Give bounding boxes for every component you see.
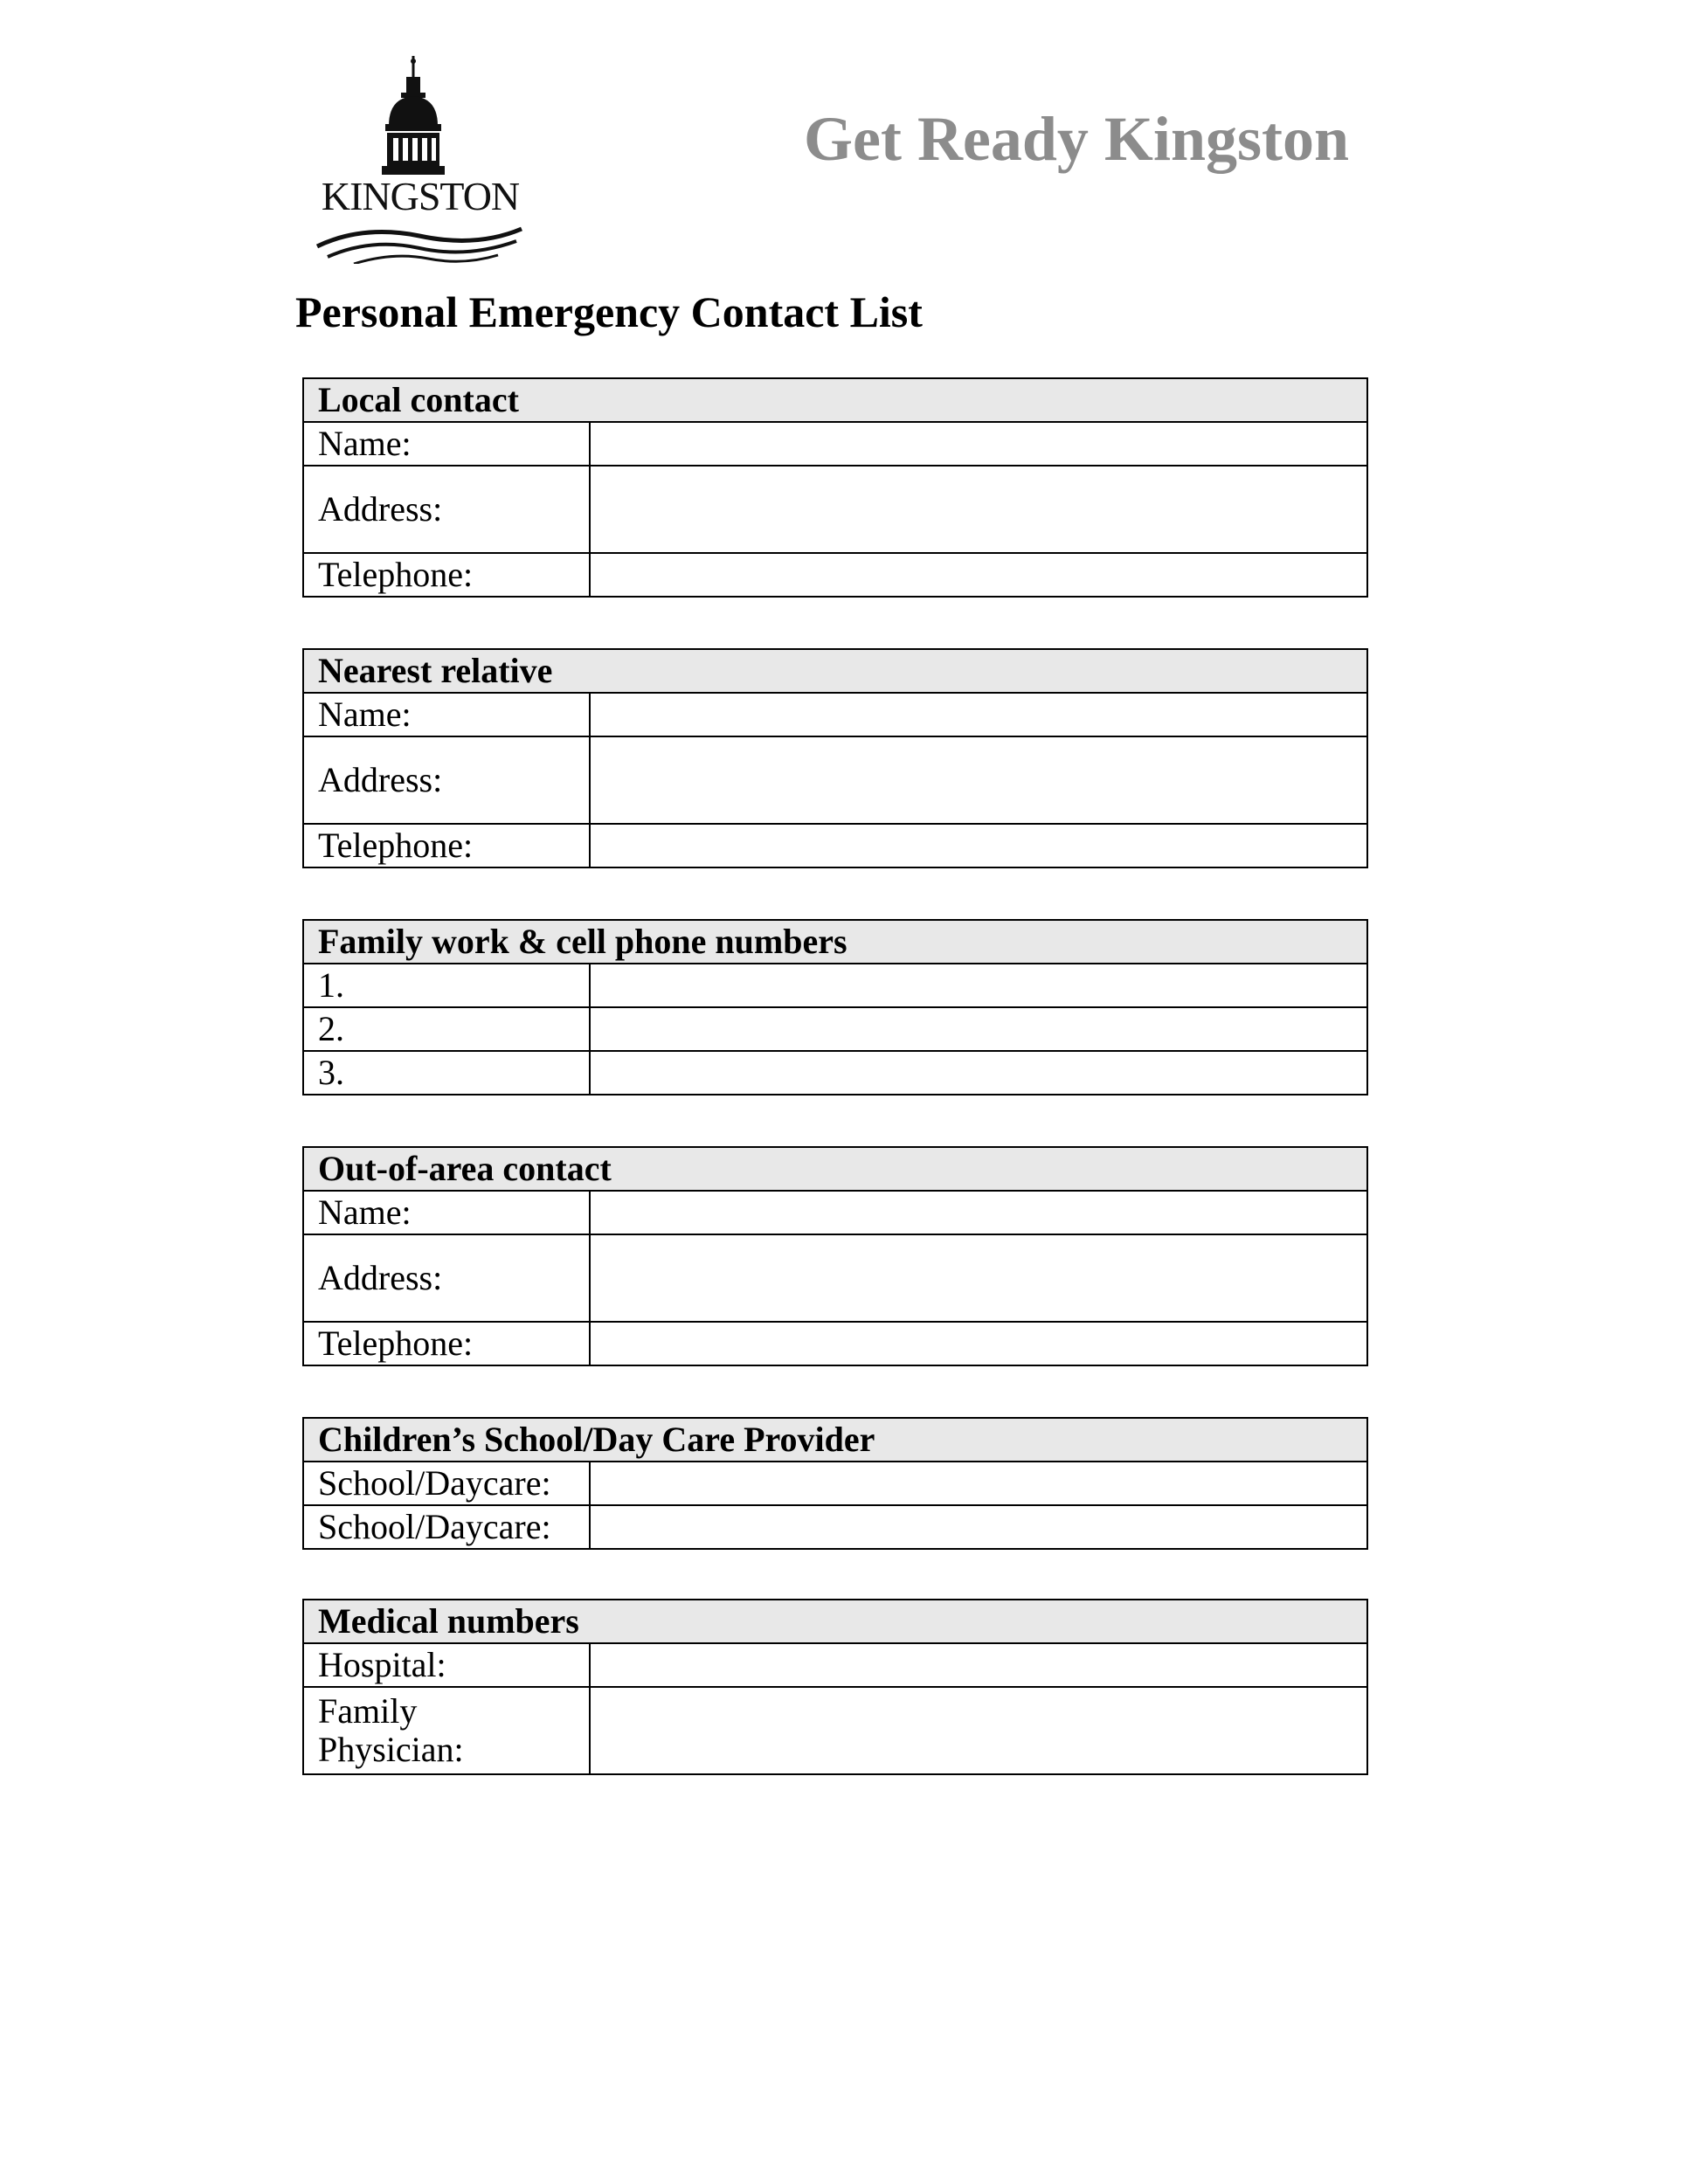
out-of-area-table <box>302 1146 1368 1366</box>
family-physician-label <box>303 1687 590 1774</box>
school-daycare-header: Children’s School/Day Care Provider <box>303 1418 1367 1462</box>
logo-wordmark: KINGSTON <box>321 174 520 218</box>
school-2-field[interactable] <box>590 1505 1367 1549</box>
kingston-logo <box>310 54 529 264</box>
hospital-label: Hospital: <box>303 1643 590 1687</box>
family-item-2-label: 2. <box>303 1007 590 1051</box>
family-item-3-field[interactable] <box>590 1051 1367 1095</box>
page-heading: Get Ready Kingston <box>804 104 1350 174</box>
outofarea-telephone-field[interactable] <box>590 1322 1367 1365</box>
medical-numbers-table <box>302 1599 1368 1775</box>
family-numbers-header: Family work & cell phone numbers <box>303 920 1367 964</box>
medical-numbers-header: Medical numbers <box>303 1600 1367 1643</box>
hospital-field[interactable] <box>590 1643 1367 1687</box>
relative-name-label: Name: <box>303 693 590 736</box>
school-daycare-table <box>302 1417 1368 1550</box>
family-physician-label-line1: Family <box>318 1691 418 1731</box>
family-item-1-label: 1. <box>303 964 590 1007</box>
school-2-label: School/Daycare: <box>303 1505 590 1549</box>
local-name-label: Name: <box>303 422 590 466</box>
document-title: Personal Emergency Contact List <box>295 287 923 336</box>
school-1-label: School/Daycare: <box>303 1462 590 1505</box>
family-item-1-field[interactable] <box>590 964 1367 1007</box>
family-numbers-table <box>302 919 1368 1095</box>
nearest-relative-header: Nearest relative <box>303 649 1367 693</box>
outofarea-name-label: Name: <box>303 1191 590 1234</box>
local-address-field[interactable] <box>590 466 1367 553</box>
city-hall-dome-icon <box>310 54 529 264</box>
out-of-area-header: Out-of-area contact <box>303 1147 1367 1191</box>
relative-address-field[interactable] <box>590 736 1367 824</box>
local-address-label: Address: <box>303 466 590 553</box>
relative-address-label: Address: <box>303 736 590 824</box>
outofarea-address-label: Address: <box>303 1234 590 1322</box>
family-physician-field[interactable] <box>590 1687 1367 1774</box>
local-telephone-field[interactable] <box>590 553 1367 597</box>
outofarea-telephone-label: Telephone: <box>303 1322 590 1365</box>
relative-telephone-field[interactable] <box>590 824 1367 867</box>
local-name-field[interactable] <box>590 422 1367 466</box>
outofarea-address-field[interactable] <box>590 1234 1367 1322</box>
family-physician-label-line2: Physician: <box>318 1730 464 1769</box>
local-contact-table <box>302 377 1368 598</box>
family-item-3-label: 3. <box>303 1051 590 1095</box>
school-1-field[interactable] <box>590 1462 1367 1505</box>
relative-telephone-label: Telephone: <box>303 824 590 867</box>
family-item-2-field[interactable] <box>590 1007 1367 1051</box>
outofarea-name-field[interactable] <box>590 1191 1367 1234</box>
local-telephone-label: Telephone: <box>303 553 590 597</box>
nearest-relative-table <box>302 648 1368 868</box>
local-contact-header: Local contact <box>303 378 1367 422</box>
relative-name-field[interactable] <box>590 693 1367 736</box>
